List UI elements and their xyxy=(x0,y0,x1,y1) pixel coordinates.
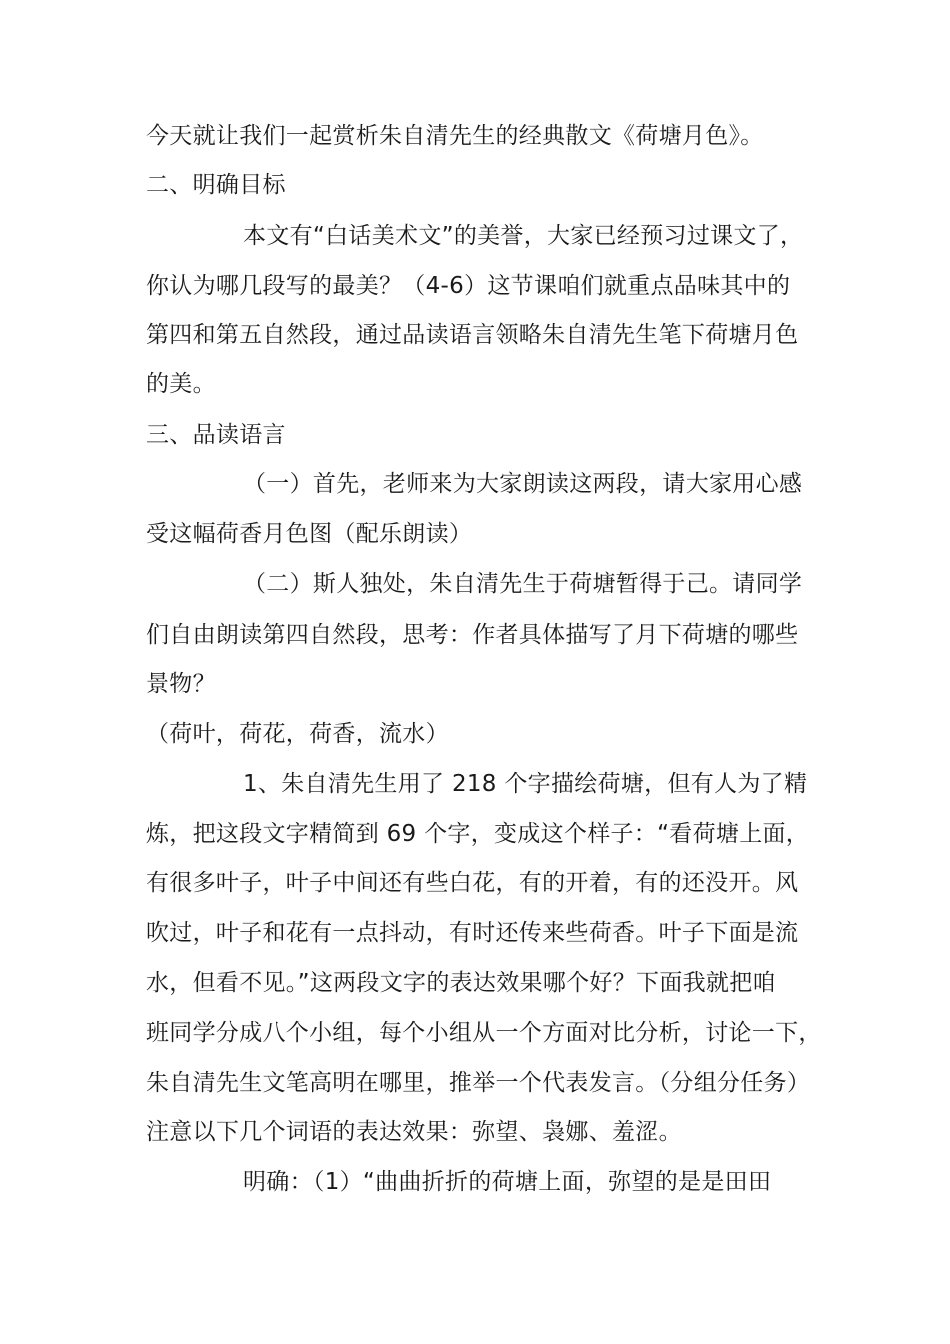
paragraph-line: 受这幅荷香月色图（配乐朗读） xyxy=(146,521,473,547)
section-heading: 二、明确目标 xyxy=(146,172,286,198)
paragraph-line: 炼，把这段文字精简到 69 个字，变成这个样子：“看荷塘上面， xyxy=(146,821,810,847)
section-heading: 三、品读语言 xyxy=(146,422,286,448)
paragraph-line: 景物？ xyxy=(146,671,216,697)
paragraph-line: 朱自清先生文笔高明在哪里，推举一个代表发言。（分组分任务） xyxy=(146,1070,811,1096)
paragraph-line: 1、朱自清先生用了 218 个字描绘荷塘，但有人为了精 xyxy=(243,771,808,797)
paragraph-line: 明确：（1）“曲曲折折的荷塘上面，弥望的是是田田 xyxy=(243,1169,772,1195)
paragraph-line: 们自由朗读第四自然段，思考：作者具体描写了月下荷塘的哪些 xyxy=(146,622,799,648)
paragraph-line: （荷叶，荷花，荷香，流水） xyxy=(146,721,449,747)
paragraph-line: 吹过，叶子和花有一点抖动，有时还传来些荷香。叶子下面是流 xyxy=(146,920,799,946)
paragraph-line: 水，但看不见。”这两段文字的表达效果哪个好？下面我就把咱 xyxy=(146,970,776,996)
paragraph-line: 班同学分成八个小组，每个小组从一个方面对比分析，讨论一下， xyxy=(146,1020,822,1046)
paragraph-line: 本文有“白话美术文”的美誉，大家已经预习过课文了， xyxy=(243,223,804,249)
paragraph-line: 今天就让我们一起赏析朱自清先生的经典散文《荷塘月色》。 xyxy=(146,123,764,149)
paragraph-line: 的美。 xyxy=(146,371,216,397)
paragraph-line: 你认为哪几段写的最美？（4-6）这节课咱们就重点品味其中的 xyxy=(146,273,791,299)
paragraph-line: （二）斯人独处，朱自清先生于荷塘暂得于己。请同学 xyxy=(243,571,803,597)
paragraph-line: （一）首先，老师来为大家朗读这两段，请大家用心感 xyxy=(243,471,803,497)
paragraph-line: 注意以下几个词语的表达效果：弥望、袅娜、羞涩。 xyxy=(146,1119,682,1145)
paragraph-line: 有很多叶子，叶子中间还有些白花，有的开着，有的还没开。风 xyxy=(146,870,799,896)
paragraph-line: 第四和第五自然段，通过品读语言领略朱自清先生笔下荷塘月色 xyxy=(146,322,799,348)
